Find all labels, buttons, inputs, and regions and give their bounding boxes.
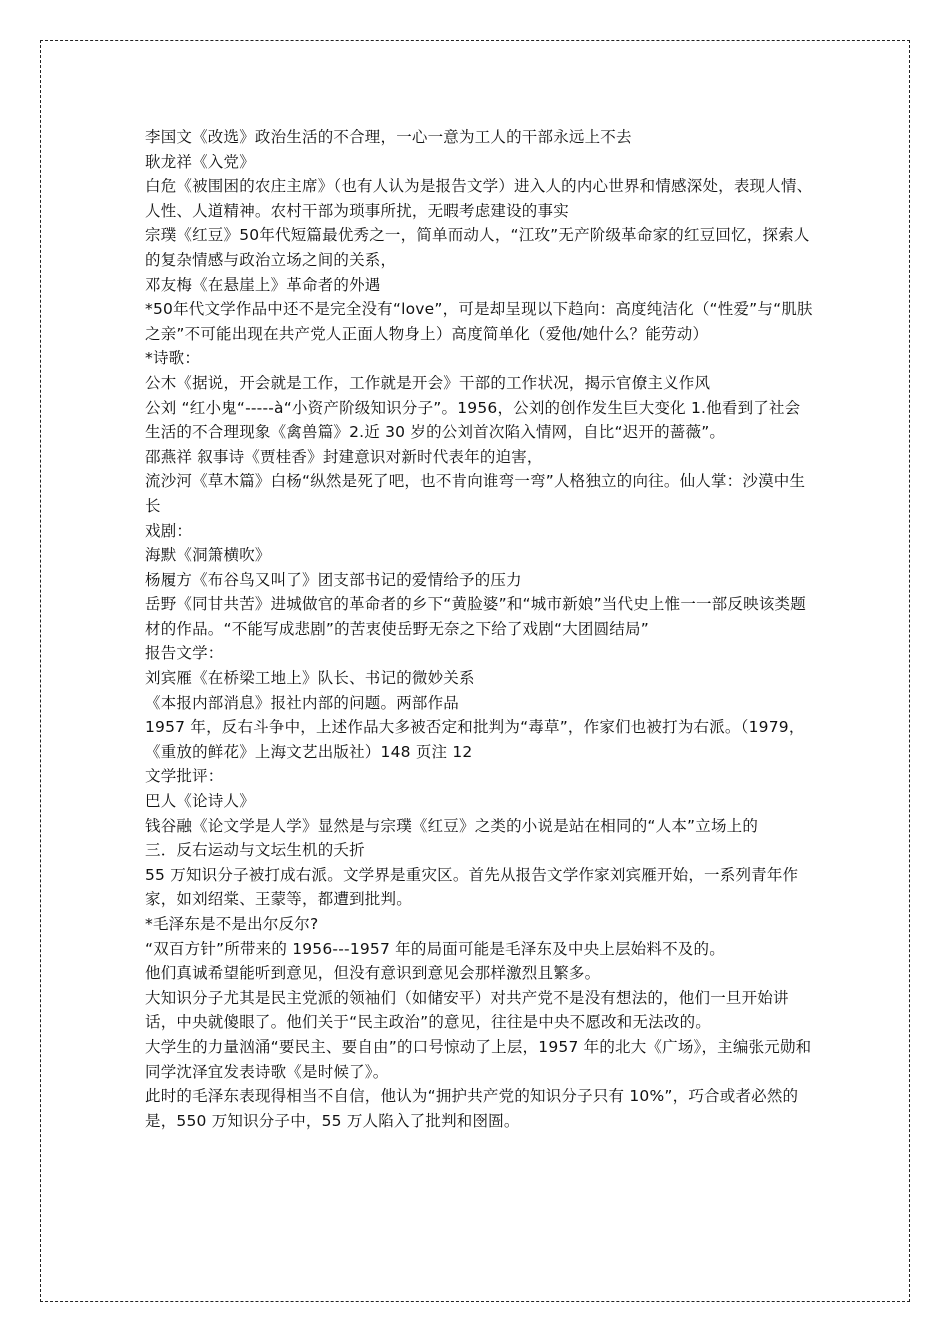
paragraph: 岳野《同甘共苦》进城做官的革命者的乡下“黄脸婆”和“城市新娘”当代史上惟一一部反映该类题材的作品。“不能写成悲剧”的苦衷使岳野无奈之下给了戏剧“大团圆结局”	[145, 595, 806, 638]
paragraph: “双百方针”所带来的 1956---1957 年的局面可能是毛泽东及中央上层始料不及的。	[145, 939, 725, 958]
paragraph: 白危《被围困的农庄主席》（也有人认为是报告文学）进入人的内心世界和情感深处，表现人情、人性、人道精神。农村干部为琐事所扰，无暇考虑建设的事实	[145, 177, 813, 220]
paragraph: 李国文《改选》政治生活的不合理，一心一意为工人的干部永远上不去	[145, 128, 632, 146]
paragraph: 耿龙祥《入党》	[145, 152, 255, 171]
paragraph: 大知识分子尤其是民主党派的领袖们（如储安平）对共产党不是没有想法的，他们一旦开始讲话，中央就傻眼了。他们关于“民主政治”的意见，往往是中央不愿改和无法改的。	[145, 988, 789, 1032]
paragraph: 宗璞《红豆》50年代短篇最优秀之一，简单而动人，“江玫”无产阶级革命家的红豆回忆，探索人的复杂情感与政治立场之间的关系，	[145, 226, 810, 269]
section-heading-criticism: 文学批评：	[145, 767, 224, 786]
paragraph: 《本报内部消息》报社内部的问题。两部作品	[145, 693, 460, 712]
paragraph: 海默《洞箫横吹》	[145, 546, 271, 565]
paragraph: *50年代文学作品中还不是完全没有“love”，可是却呈现以下趋向：高度纯洁化（“性爱”与“肌肤之亲”不可能出现在共产党人正面人物身上）高度简单化（爱他/她什么？能劳动）	[145, 300, 813, 343]
paragraph: 公木《据说，开会就是工作，工作就是开会》干部的工作状况，揭示官僚主义作风	[145, 373, 711, 392]
paragraph: *毛泽东是不是出尔反尔?	[145, 915, 319, 933]
paragraph: 钱谷融《论文学是人学》显然是与宗璞《红豆》之类的小说是站在相同的“人本”立场上的	[145, 816, 759, 835]
paragraph: 1957 年，反右斗争中，上述作品大多被否定和批判为“毒草”，作家们也被打为右派。（1979，《重放的鲜花》上海文艺出版社）148 页注 12	[145, 718, 805, 761]
paragraph: 刘宾雁《在桥梁工地上》队长、书记的微妙关系	[145, 669, 475, 688]
paragraph: 邓友梅《在悬崖上》革命者的外遇	[145, 275, 381, 294]
paragraph: 杨履方《布谷鸟又叫了》团支部书记的爱情给予的压力	[145, 570, 522, 589]
paragraph: 大学生的力量汹涌“要民主、要自由”的口号惊动了上层，1957 年的北大《广场》，主编张元勋和同学沈泽宜发表诗歌《是时候了》。	[145, 1037, 812, 1081]
section-heading-reportage: 报告文学：	[145, 644, 224, 663]
paragraph: 55 万知识分子被打成右派。文学界是重灾区。首先从报告文学作家刘宾雁开始，一系列青年作家，如刘绍棠、王蒙等，都遭到批判。	[145, 865, 799, 909]
section-heading-poetry: *诗歌：	[145, 349, 201, 368]
paragraph: 公刘 “红小鬼“-----à“小资产阶级知识分子”。1956，公刘的创作发生巨大变化 1.他看到了社会生活的不合理现象《禽兽篇》2.近 30 岁的公刘首次陷入情网，自比“迟开的蔷薇”。	[145, 398, 801, 442]
section-heading-drama: 戏剧：	[145, 521, 193, 540]
paragraph: 此时的毛泽东表现得相当不自信，他认为“拥护共产党的知识分子只有 10%”，巧合或者必然的是，550 万知识分子中，55 万人陷入了批判和囹圄。	[145, 1087, 799, 1130]
paragraph: 他们真诚希望能听到意见，但没有意识到意见会那样激烈且繁多。	[145, 964, 601, 983]
paragraph: 流沙河《草木篇》白杨“纵然是死了吧，也不肯向谁弯一弯”人格独立的向往。仙人掌：沙漠中生长	[145, 472, 806, 515]
section-heading-anti-rightist: 三．反右运动与文坛生机的夭折	[145, 841, 365, 860]
paragraph: 巴人《论诗人》	[145, 792, 255, 811]
paragraph: 邵燕祥 叙事诗《贾桂香》封建意识对新时代表年的迫害，	[145, 447, 543, 466]
document-body	[145, 125, 815, 1133]
